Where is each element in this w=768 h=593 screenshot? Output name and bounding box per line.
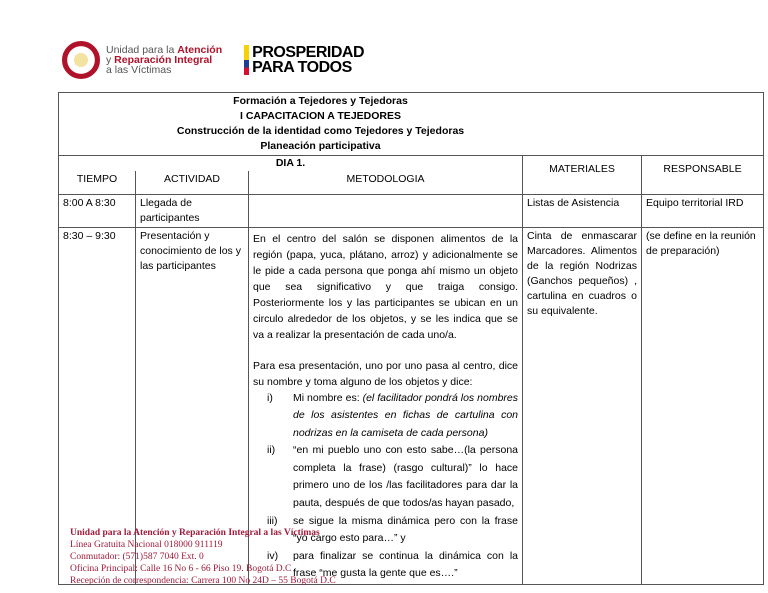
header-materiales: MATERIALES (523, 156, 642, 195)
title-line: Construcción de la identidad como Tejedores y Tejedoras (176, 125, 465, 137)
title-line: Planeación participativa (260, 140, 381, 152)
list-number: iv) (267, 549, 279, 562)
cell-responsable: Equipo territorial IRD (642, 194, 764, 227)
colombia-seal-logo (62, 41, 100, 79)
table-row (59, 194, 764, 227)
list-text: se sigue la misma dinámica pero con la frase “yo cargo esto para…” y (293, 514, 518, 545)
list-item (253, 442, 518, 512)
cell-tiempo: 8:00 A 8:30 (59, 194, 136, 227)
prosperidad-logo (244, 45, 364, 75)
paragraph: En el centro del salón se disponen alimentos de la región (papa, yuca, plátano, arroz) y adicionalmente se le pide a cada persona que ponga ahí mismo un objeto que sea significativo y que traiga consigo. Posteriormente los y las participantes se ubican en un circulo alrededor de los objetos, y se les indica que se va a realizar la presentación de cada uno/a. (253, 232, 518, 341)
cell-tiempo: 8:30 – 9:30 (59, 227, 136, 585)
cell-materiales: Listas de Asistencia (523, 194, 642, 227)
list-text: Mi nombre es: (293, 391, 363, 404)
logo-text: Reparación Integral (114, 54, 213, 66)
list-number: i) (267, 391, 273, 404)
flag-icon (244, 45, 249, 75)
logo-text: y (106, 54, 115, 66)
header-actividad: ACTIVIDAD (136, 171, 249, 194)
logo-text: PROSPERIDAD (252, 44, 364, 61)
footer-org: Unidad para la Atención y Reparación Integral a las Víctimas (70, 528, 320, 538)
header-responsable: RESPONSABLE (642, 156, 764, 195)
cell-actividad: Llegada de participantes (136, 194, 249, 227)
logo-text: PARA TODOS (252, 59, 352, 76)
table-title (59, 93, 764, 156)
header-logos (62, 38, 364, 82)
footer-line: Línea Gratuita Nacional 018000 911119 (70, 540, 223, 550)
list-number: ii) (267, 444, 276, 457)
cell-responsable: (se define en la reunión de preparación) (642, 227, 764, 585)
paragraph: Para esa presentación, uno por uno pasa al centro, dice su nombre y toma alguno de los objetos y dice: (253, 359, 518, 388)
cell-actividad: Presentación y conocimiento de los y las participantes (136, 227, 249, 585)
title-line: Formación a Tejedores y Tejedoras (233, 95, 408, 107)
footer-line: Oficina Principal: Calle 16 No 6 - 66 Piso 19. Bogotá D.C (70, 564, 292, 574)
list-text: para finalizar se continua la dinámica con la frase “me gusta la gente que es….” (293, 549, 518, 580)
list-text-italic: (el facilitador pondrá los nombres de los asistentes en fichas de cartulina con nodrizas en la camiseta de cada persona) (293, 391, 518, 439)
header-metodologia: METODOLOGIA (249, 171, 523, 194)
header-tiempo: TIEMPO (59, 171, 136, 194)
logo-text: Atención (177, 44, 223, 56)
list-item (253, 390, 518, 443)
cell-metodologia (249, 194, 523, 227)
planning-table (58, 92, 764, 585)
day-label: DIA 1. (59, 156, 523, 172)
cell-materiales: Cinta de enmascarar Marcadores. Alimentos de la región Nodrizas (Ganchos pequeños) , cartulina en cuadros o su equivalente. (523, 227, 642, 585)
logo-text: Unidad para la (106, 44, 178, 56)
list-text: “en mi pueblo uno con esto sabe…(la persona completa la frase) (rasgo cultural)” lo hace primero uno de los /las facilitadores para dar la pauta, después de que todos/as hayan pasado, (293, 444, 518, 510)
footer (70, 527, 336, 587)
footer-line: Conmutador: (571)587 7040 Ext. 0 (70, 552, 204, 562)
footer-line: Recepción de correspondencia: Carrera 100 No 24D – 55 Bogotá D.C (70, 576, 336, 586)
logo-text: a las Víctimas (106, 64, 172, 76)
title-line: I CAPACITACION A TEJEDORES (239, 110, 401, 122)
list-number: iii) (267, 514, 278, 527)
unidad-victimas-logo (106, 45, 222, 75)
